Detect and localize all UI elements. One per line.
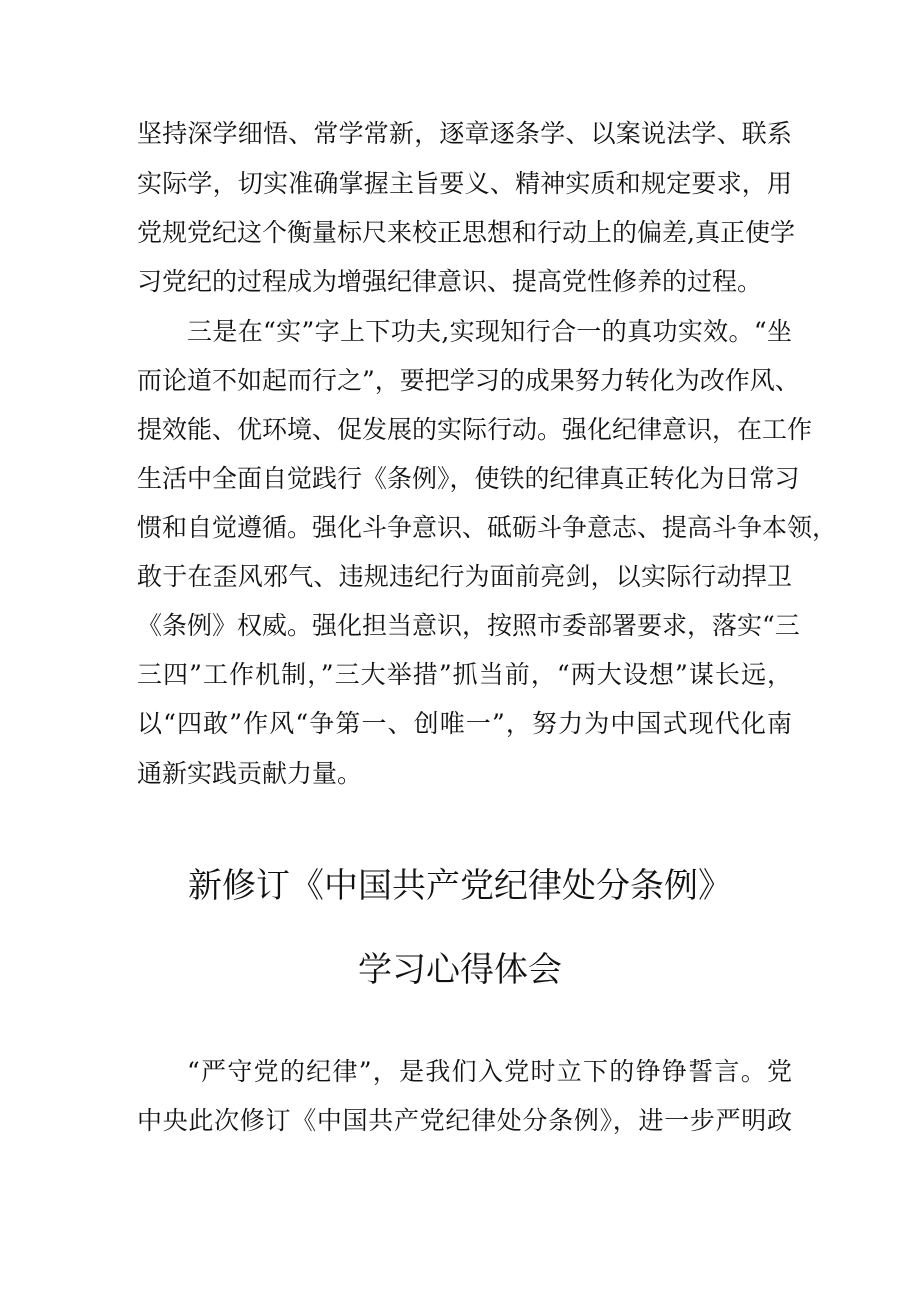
text-line: 以“四敢”作风“争第一、创唯一”，努力为中国式现代化南 (137, 709, 792, 738)
text-line: 而论道不如起而行之”，要把学习的成果努力转化为改作风、 (137, 366, 800, 395)
text-line: 三是在“实”字上下功夫,实现知行合一的真功实效。“坐 (187, 317, 792, 346)
text-line: 《条例》权威。强化担当意识，按照市委部署要求，落实“三 (137, 611, 800, 640)
text-line: 党规党纪这个衡量标尺来校正思想和行动上的偏差,真正使学 (137, 218, 795, 247)
text-line: 坚持深学细悟、常学常新，逐章逐条学、以案说法学、联系 (137, 119, 792, 148)
text-line: 通新实践贡献力量。 (137, 759, 363, 788)
text-line: 敢于在歪风邪气、违规违纪行为面前亮剑，以实际行动捍卫 (137, 562, 792, 591)
text-line: 提效能、优环境、促发展的实际行动。强化纪律意识，在工作 (137, 415, 813, 444)
text-line: 习党纪的过程成为增强纪律意识、提高党性修养的过程。 (137, 267, 763, 296)
text-line: 惯和自觉遵循。强化斗争意识、砥砺斗争意志、提高斗争本领， (137, 513, 838, 542)
text-line: “严守党的纪律”，是我们入党时立下的铮铮誓言。党 (187, 1057, 792, 1086)
article-title-line-1: 新修订《中国共产党纪律处分条例》 (188, 866, 732, 906)
text-line: 实际学，切实准确掌握主旨要义、精神实质和规定要求，用 (137, 169, 792, 198)
text-line: 中央此次修订《中国共产党纪律处分条例》，进一步严明政 (137, 1106, 792, 1135)
article-title-line-2: 学习心得体会 (358, 950, 562, 990)
text-line: 生活中全面自觉践行《条例》，使铁的纪律真正转化为日常习 (137, 464, 800, 493)
text-line: 三四”工作机制，”三大举措”抓当前，“两大设想”谋长远， (137, 660, 792, 689)
